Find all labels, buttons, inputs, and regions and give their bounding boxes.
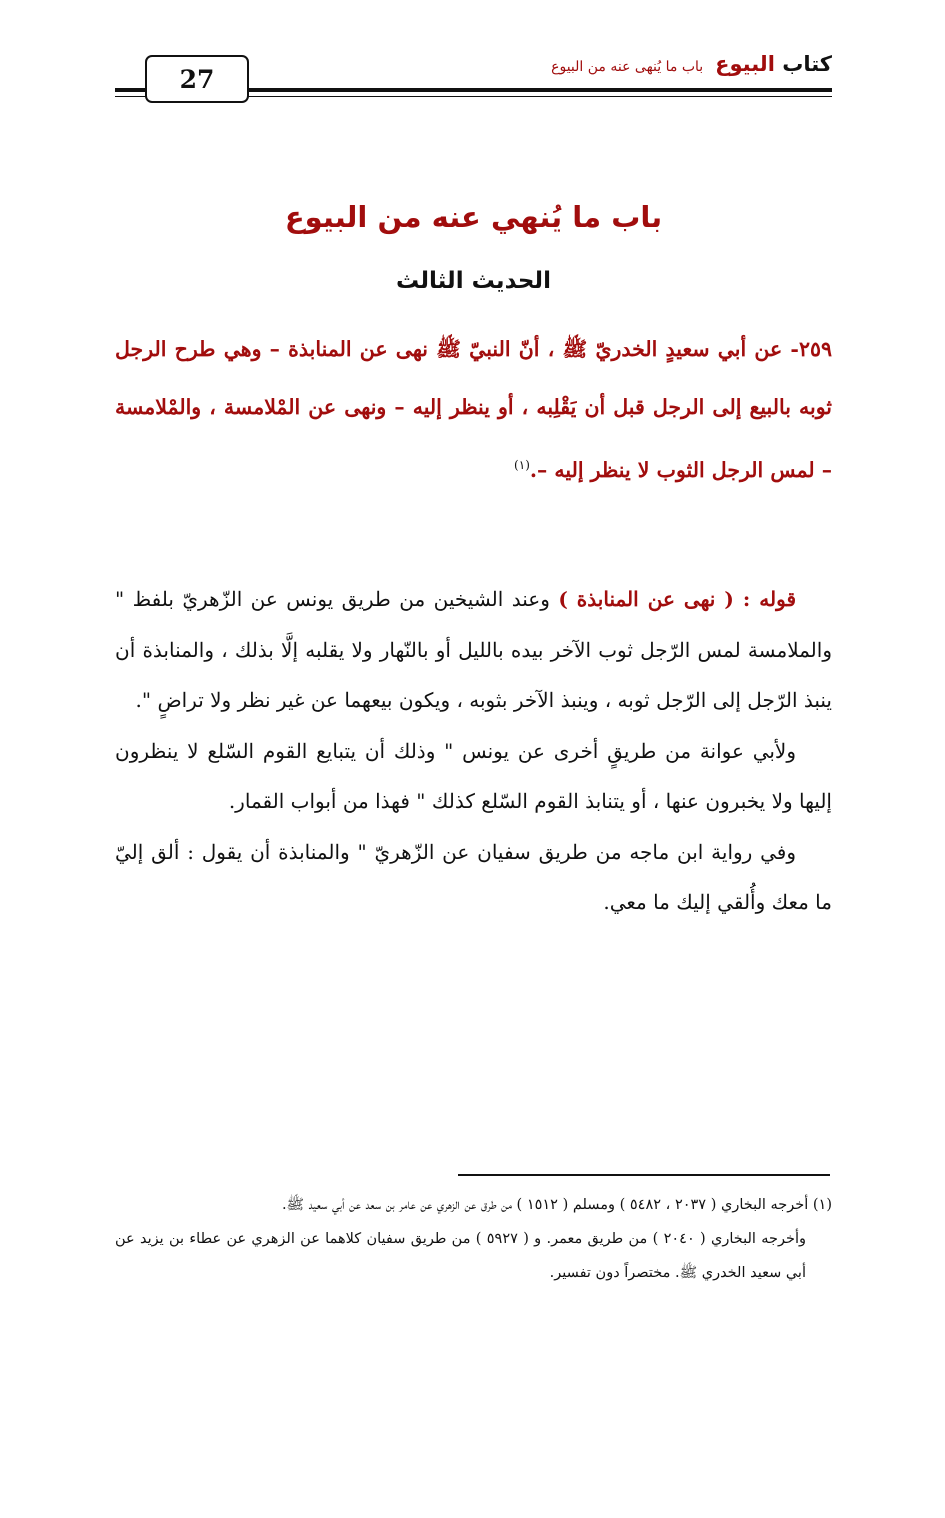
chapter-title: باب ما يُنهي عنه من البيوع xyxy=(284,200,663,234)
commentary xyxy=(115,574,832,928)
commentary-p1-text: وعند الشيخين من طريق يونس عن الزّهريّ بلفظ " والملامسة لمس الرّجل ثوب الآخر بيده بالليل أو بالنّهار ولا يقلبه إلَّا بذلك ، والمنابذة أن ينبذ الرّجل إلى الرّجل ثوبه ، وينبذ الآخر بثوبه ، ويكون بيعهما عن غير نظر ولا تراضٍ ". xyxy=(115,587,832,712)
book-title-accent: البيوع xyxy=(715,52,775,76)
running-header xyxy=(551,52,832,76)
page-number: 27 xyxy=(145,55,249,103)
book-title-prefix: كتاب xyxy=(782,52,832,76)
footnote-marker: (١) xyxy=(514,458,530,472)
book-title xyxy=(715,52,832,76)
footnote-1: (١) أخرجه البخاري ( ٢٠٣٧ ، ٥٤٨٢ ) ومسلم ( ١٥١٢ ) من طرق عن الزهري عن عامر بن سعد عن أبي سعيد ﷺ. xyxy=(281,1197,832,1213)
footnotes xyxy=(115,1188,832,1290)
running-chapter-title: باب ما يُنهى عنه من البيوع xyxy=(551,59,704,75)
commentary-lead: قوله : ( نهى عن المنابذة ) xyxy=(558,587,796,611)
commentary-paragraph-2: ولأبي عوانة من طريقٍ أخرى عن يونس " وذلك أن يتبايع القوم السّلع لا ينظرون إليها ولا يخبرون عنها ، أو يتنابذ القوم السّلع كذلك " فهذا من أبواب القمار. xyxy=(115,738,832,813)
footnote-1-continued: وأخرجه البخاري ( ٢٠٤٠ ) من طريق معمر. و ( ٥٩٢٧ ) من طريق سفيان كلاهما عن الزهري عن عطاء بن يزيد عن أبي سعيد الخدري ﷺ. مختصراً دون تفسير. xyxy=(115,1231,807,1281)
hadith-body: ٢٥٩- عن أبي سعيدٍ الخدريّ ﷺ ، أنّ النبيّ ﷺ نهى عن المنابذة – وهي طرح الرجل ثوبه بالبيع إلى الرجل قبل أن يَقْلِبه ، أو ينظر إليه – ونهى عن المْلامسة ، والمْلامسة – لمس الرجل الثوب لا ينظر إليه –. xyxy=(115,337,832,482)
hadith-text xyxy=(115,320,832,499)
footnote-divider xyxy=(458,1174,830,1176)
hadith-label: الحديث الثالث xyxy=(396,268,551,294)
commentary-paragraph-3: وفي رواية ابن ماجه من طريق سفيان عن الزّهريّ " والمنابذة أن يقول : ألق إليّ ما معك وأُلقي إليك ما معي. xyxy=(115,839,832,914)
commentary-paragraph-1 xyxy=(115,574,832,726)
page-header xyxy=(115,52,832,104)
